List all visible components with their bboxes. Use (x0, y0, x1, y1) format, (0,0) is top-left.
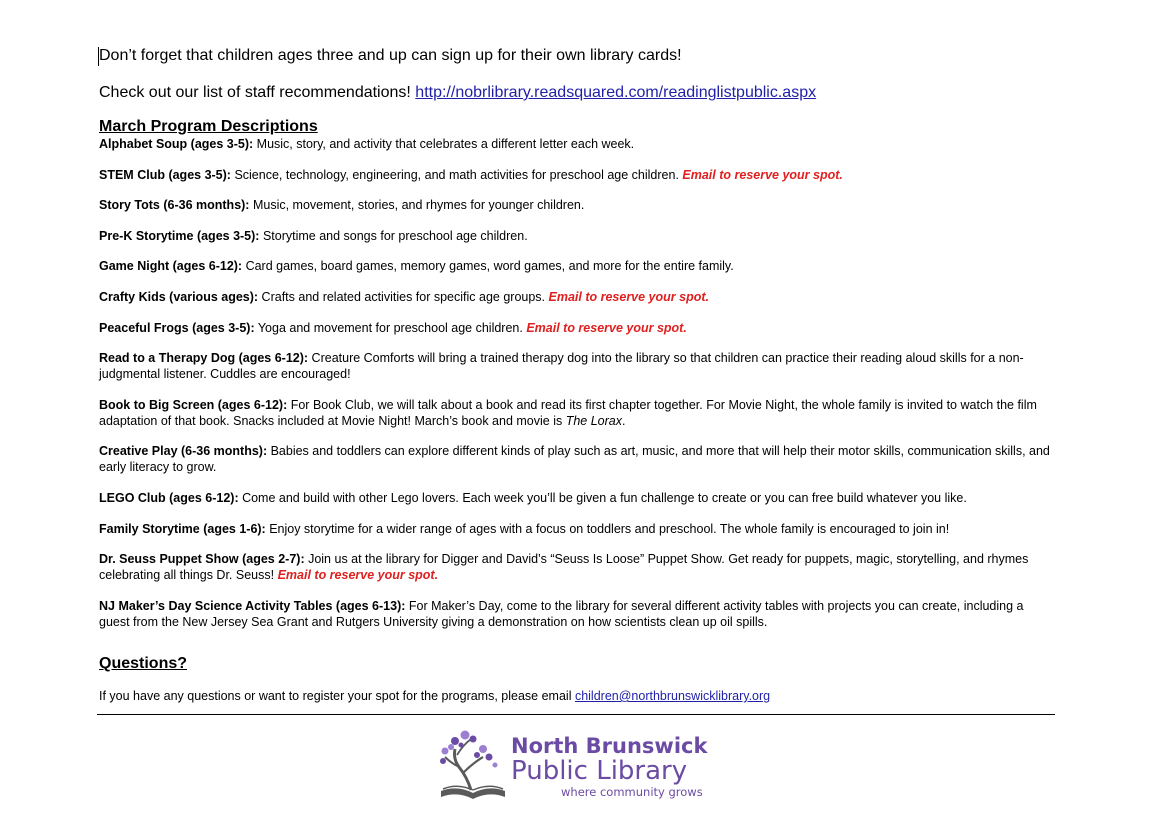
program-name: Crafty Kids (various ages): (99, 289, 259, 304)
program-item-pre-k-storytime (99, 228, 1055, 244)
logo-tagline: where community grows (561, 785, 703, 799)
program-item-stem-club (99, 167, 1055, 183)
program-item-seuss-puppet-show (99, 551, 1055, 583)
email-link[interactable]: children@northbrunswicklibrary.org (574, 689, 771, 703)
program-item-story-tots (99, 197, 1055, 213)
program-description: Card games, board games, memory games, word games, and more for the entire family. (242, 259, 734, 274)
program-description: Enjoy storytime for a wider range of ages with a focus on toddlers and preschool. The whole family is encouraged to join in! (265, 521, 950, 536)
staff-recommendations-text: Check out our list of staff recommendations! (99, 84, 416, 101)
logo-name-line1: North Brunswick (511, 734, 708, 758)
program-name: Creative Play (6-36 months): (99, 444, 268, 459)
program-description: Creature Comforts will bring a trained therapy dog into the library so that children can practice their reading aloud skills for a non-judgmental listener. Cuddles are encouraged! (99, 351, 1024, 382)
program-name: Peaceful Frogs (ages 3-5): (99, 320, 255, 335)
reserve-spot-note: Email to reserve your spot. (277, 568, 439, 583)
reserve-spot-note: Email to reserve your spot. (682, 167, 843, 182)
contact-line (99, 688, 770, 704)
library-card-notice: Don’t forget that children ages three and up can sign up for their own library cards! (99, 47, 682, 64)
program-item-makers-day (99, 598, 1055, 630)
program-item-crafty-kids (99, 289, 1055, 305)
program-description: Music, movement, stories, and rhymes for younger children. (249, 198, 585, 213)
program-item-peaceful-frogs (99, 320, 1055, 336)
text-cursor (98, 47, 99, 66)
reserve-spot-note: Email to reserve your spot. (548, 289, 709, 304)
program-name: NJ Maker’s Day Science Activity Tables (ages 6-13): (99, 598, 406, 613)
program-description: For Maker’s Day, come to the library for several different activity tables with projects you can create, including a guest from the New Jersey Sea Grant and Rutgers University giving a demonstration on how scientists clean up oil spills. (99, 598, 1024, 629)
program-name: Story Tots (6-36 months): (99, 198, 250, 213)
logo-name-line2: Public Library (511, 756, 688, 786)
program-item-therapy-dog (99, 350, 1055, 382)
program-description: Storytime and songs for preschool age children. (259, 228, 528, 243)
tree-book-icon (437, 727, 509, 801)
program-name: Alphabet Soup (ages 3-5): (99, 137, 254, 151)
program-item-family-storytime (99, 521, 1055, 537)
contact-text: If you have any questions or want to register your spot for the programs, please email (99, 689, 575, 703)
program-description-end: . (621, 413, 626, 428)
program-description: Babies and toddlers can explore different kinds of play such as art, music, and more that will help their motor skills, communication skills, and early literacy to grow. (99, 444, 1050, 475)
program-name: Family Storytime (ages 1-6): (99, 521, 266, 536)
program-description: Join us at the library for Digger and David’s “Seuss Is Loose” Puppet Show. Get ready for puppets, magic, storytelling, and rhymes celebrating all things Dr. Seuss! (99, 552, 1029, 583)
program-item-lego-club (99, 490, 1055, 506)
staff-recommendations (99, 83, 1055, 103)
program-description: Yoga and movement for preschool age children. (254, 320, 527, 335)
program-name: STEM Club (ages 3-5): (99, 167, 231, 182)
library-logo (437, 727, 717, 803)
program-description: Come and build with other Lego lovers. Each week you’ll be given a fun challenge to create or you can free build whatever you like. (238, 490, 967, 505)
reserve-spot-note: Email to reserve your spot. (526, 320, 687, 335)
document-body (99, 46, 1055, 644)
book-title: The Lorax (565, 413, 622, 428)
program-description: Crafts and related activities for specific age groups. (258, 289, 549, 304)
questions-heading: Questions? (99, 655, 188, 672)
program-description: For Book Club, we will talk about a book and read its first chapter together. For Movie Night, the whole family is invited to watch the film adaptation of that book. Snacks included at Movie Night! March’s book and movie is (99, 397, 1037, 428)
program-name: Read to a Therapy Dog (ages 6-12): (99, 351, 309, 366)
program-name: LEGO Club (ages 6-12): (99, 490, 239, 505)
footer-divider (97, 714, 1055, 715)
program-item-creative-play (99, 443, 1055, 475)
reading-list-link[interactable]: http://nobrlibrary.readsquared.com/readinglistpublic.aspx (415, 84, 817, 101)
program-name: Pre-K Storytime (ages 3-5): (99, 228, 260, 243)
program-item-game-night (99, 258, 1055, 274)
program-descriptions-heading: March Program Descriptions (99, 118, 318, 135)
program-item-book-to-big-screen (99, 397, 1055, 429)
program-name: Game Night (ages 6-12): (99, 259, 243, 274)
program-list (99, 136, 1055, 630)
program-name: Book to Big Screen (ages 6-12): (99, 397, 288, 412)
program-name: Dr. Seuss Puppet Show (ages 2-7): (99, 552, 305, 567)
program-description: Science, technology, engineering, and math activities for preschool age children. (230, 167, 683, 182)
program-item-alphabet-soup (99, 136, 1055, 152)
program-description: Music, story, and activity that celebrates a different letter each week. (253, 137, 635, 151)
